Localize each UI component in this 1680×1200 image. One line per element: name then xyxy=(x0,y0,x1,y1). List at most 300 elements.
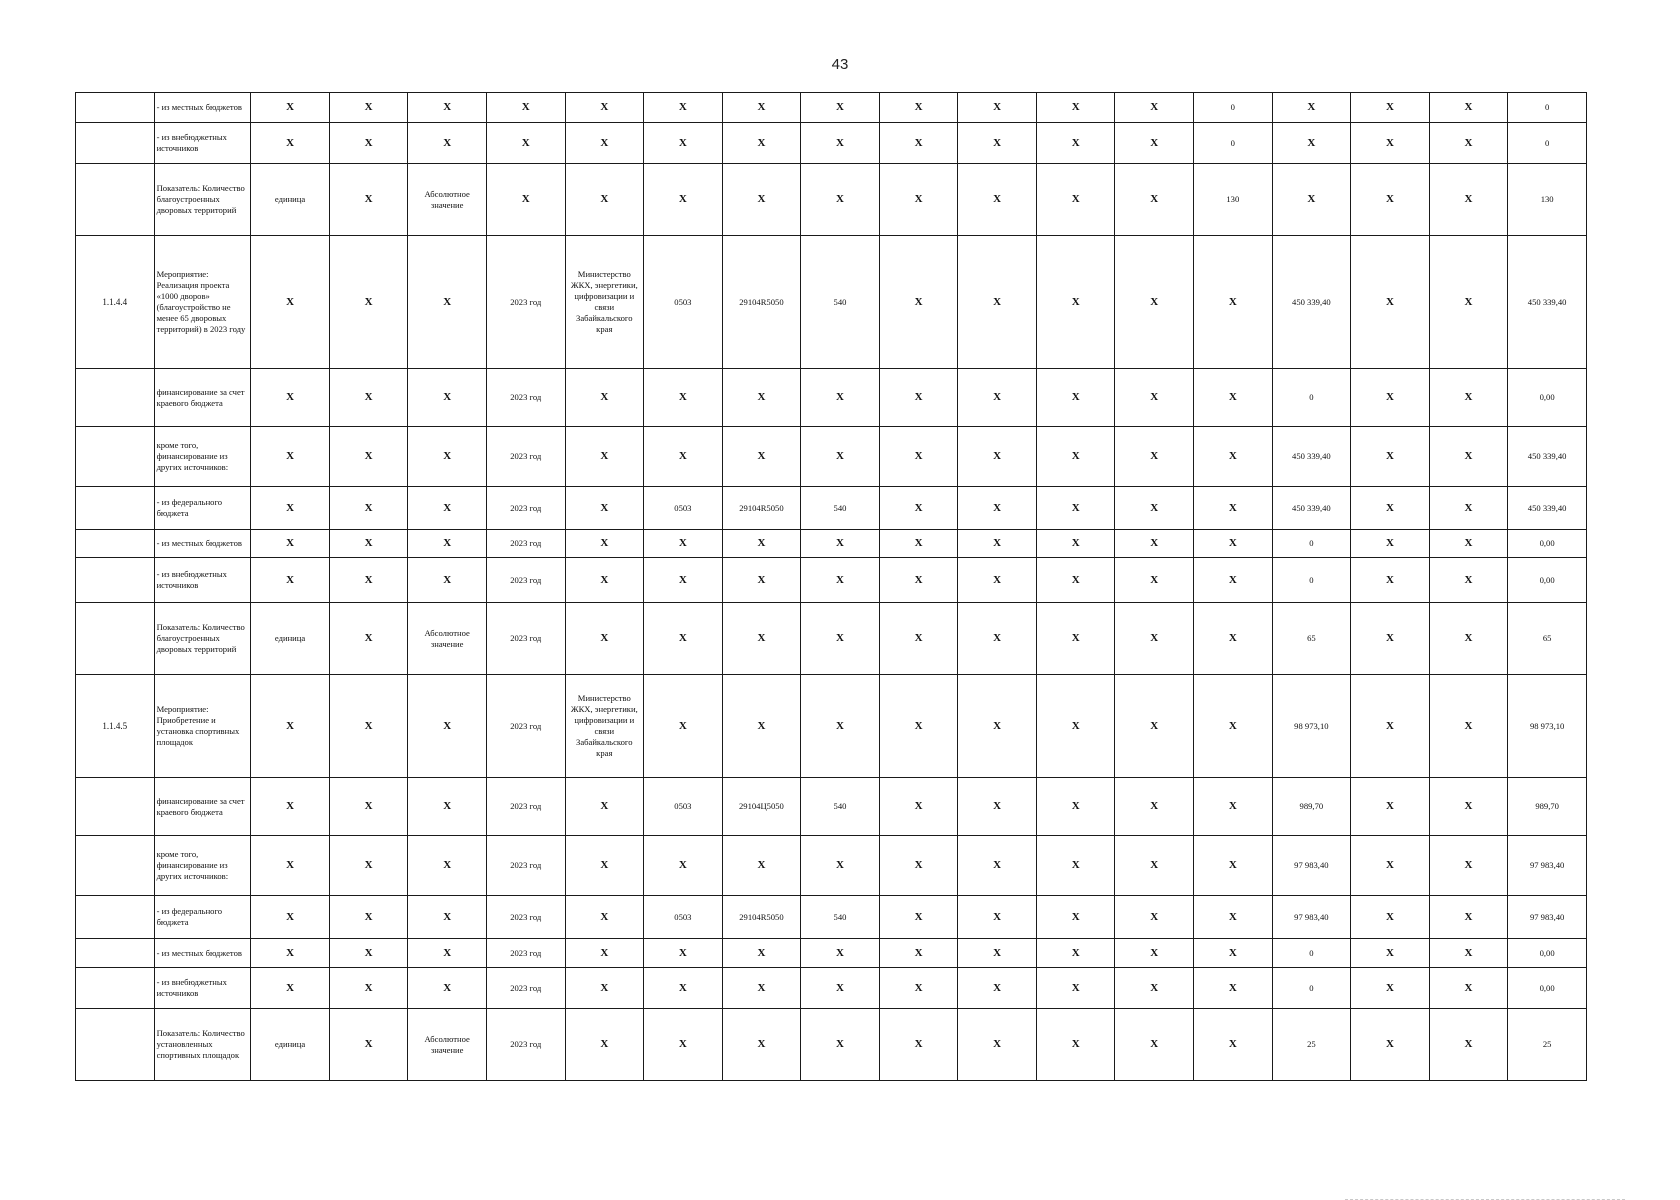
table-cell: X xyxy=(722,939,801,968)
table-cell: 65 xyxy=(1508,603,1587,675)
table-cell: X xyxy=(1429,93,1508,123)
table-cell: X xyxy=(1036,896,1115,939)
table-cell: X xyxy=(1194,530,1273,558)
table-cell: X xyxy=(1036,603,1115,675)
table-cell: X xyxy=(644,1009,723,1081)
table-cell: X xyxy=(958,836,1037,896)
table-row xyxy=(76,1009,1587,1081)
table-cell: Министерство ЖКХ, энергетики, цифровизации и связи Забайкальского края xyxy=(565,236,644,369)
table-cell: X xyxy=(1429,675,1508,778)
table-cell: X xyxy=(408,236,487,369)
table-cell: X xyxy=(565,836,644,896)
table-cell: X xyxy=(1429,836,1508,896)
table-cell: X xyxy=(958,603,1037,675)
row-name-cell: - из внебюджетных источников xyxy=(154,968,251,1009)
table-cell: X xyxy=(1194,836,1273,896)
table-cell: X xyxy=(722,369,801,427)
table-cell: X xyxy=(565,530,644,558)
table-cell: X xyxy=(879,939,958,968)
table-cell: X xyxy=(722,530,801,558)
table-cell: X xyxy=(801,1009,880,1081)
table-cell: X xyxy=(1115,836,1194,896)
table-cell: 989,70 xyxy=(1272,778,1351,836)
table-cell: X xyxy=(801,164,880,236)
table-cell: 0503 xyxy=(644,778,723,836)
table-cell: 540 xyxy=(801,487,880,530)
table-cell: X xyxy=(1036,778,1115,836)
table-cell: X xyxy=(1194,427,1273,487)
row-code-cell xyxy=(76,427,155,487)
table-cell: 0,00 xyxy=(1508,530,1587,558)
row-name-cell: кроме того, финансирование из других источников: xyxy=(154,427,251,487)
table-cell: X xyxy=(879,836,958,896)
table-cell: X xyxy=(1429,1009,1508,1081)
table-cell: X xyxy=(958,487,1037,530)
table-cell: X xyxy=(958,530,1037,558)
table-cell: 29104R5050 xyxy=(722,487,801,530)
table-cell: X xyxy=(329,558,408,603)
table-cell: X xyxy=(329,236,408,369)
table-cell: X xyxy=(801,558,880,603)
table-row xyxy=(76,369,1587,427)
table-cell: X xyxy=(644,558,723,603)
table-cell: X xyxy=(958,427,1037,487)
table-cell: 0 xyxy=(1272,369,1351,427)
table-cell: X xyxy=(565,1009,644,1081)
table-cell: 450 339,40 xyxy=(1508,236,1587,369)
row-name-cell: - из внебюджетных источников xyxy=(154,558,251,603)
table-cell: X xyxy=(408,968,487,1009)
table-cell: X xyxy=(251,93,330,123)
table-cell: X xyxy=(879,968,958,1009)
table-cell: X xyxy=(408,939,487,968)
table-cell: X xyxy=(1194,896,1273,939)
table-cell: X xyxy=(565,164,644,236)
page-number: 43 xyxy=(831,56,849,73)
table-cell: X xyxy=(958,778,1037,836)
table-cell: X xyxy=(329,427,408,487)
table-cell: X xyxy=(251,427,330,487)
row-code-cell xyxy=(76,164,155,236)
table-cell: X xyxy=(958,123,1037,164)
table-cell: X xyxy=(1115,939,1194,968)
table-cell: X xyxy=(1036,123,1115,164)
table-cell: 0 xyxy=(1272,558,1351,603)
table-cell: X xyxy=(1036,93,1115,123)
table-cell: 98 973,10 xyxy=(1272,675,1351,778)
table-cell: X xyxy=(879,123,958,164)
row-code-cell xyxy=(76,558,155,603)
table-cell: X xyxy=(329,778,408,836)
table-cell: 0503 xyxy=(644,487,723,530)
table-cell: 2023 год xyxy=(486,236,565,369)
table-cell: X xyxy=(958,93,1037,123)
table-cell: единица xyxy=(251,603,330,675)
table-cell: X xyxy=(958,164,1037,236)
table-cell: 450 339,40 xyxy=(1508,487,1587,530)
table-cell: X xyxy=(251,939,330,968)
table-cell: 540 xyxy=(801,778,880,836)
table-cell: X xyxy=(958,896,1037,939)
table-cell: 989,70 xyxy=(1508,778,1587,836)
table-cell: X xyxy=(329,487,408,530)
table-cell: 0 xyxy=(1508,93,1587,123)
row-name-cell: - из местных бюджетов xyxy=(154,93,251,123)
table-cell: X xyxy=(801,968,880,1009)
table-cell: 0,00 xyxy=(1508,369,1587,427)
table-cell: X xyxy=(1351,836,1430,896)
table-cell: X xyxy=(565,123,644,164)
table-cell: X xyxy=(1272,123,1351,164)
table-cell: X xyxy=(1194,778,1273,836)
table-cell: X xyxy=(722,93,801,123)
table-cell: X xyxy=(329,530,408,558)
table-cell: X xyxy=(251,236,330,369)
table-cell: X xyxy=(251,836,330,896)
table-cell: X xyxy=(1194,1009,1273,1081)
table-cell: X xyxy=(251,778,330,836)
table-cell: X xyxy=(1115,530,1194,558)
table-cell: X xyxy=(251,123,330,164)
table-cell: 2023 год xyxy=(486,939,565,968)
table-cell: X xyxy=(329,939,408,968)
table-cell: Абсолютное значение xyxy=(408,603,487,675)
table-cell: X xyxy=(329,603,408,675)
table-cell: X xyxy=(408,675,487,778)
table-cell: X xyxy=(1429,896,1508,939)
table-cell: 97 983,40 xyxy=(1272,836,1351,896)
table-cell: X xyxy=(1194,939,1273,968)
table-cell: X xyxy=(251,487,330,530)
table-cell: X xyxy=(958,369,1037,427)
table-cell: X xyxy=(1115,896,1194,939)
row-code-cell xyxy=(76,939,155,968)
row-name-cell: - из внебюджетных источников xyxy=(154,123,251,164)
table-cell: 2023 год xyxy=(486,603,565,675)
table-cell: 2023 год xyxy=(486,427,565,487)
table-row xyxy=(76,836,1587,896)
table-cell: X xyxy=(1351,236,1430,369)
table-cell: X xyxy=(1194,558,1273,603)
table-cell: 2023 год xyxy=(486,896,565,939)
table-cell: 450 339,40 xyxy=(1272,427,1351,487)
table-cell: X xyxy=(1036,487,1115,530)
table-cell: 25 xyxy=(1508,1009,1587,1081)
table-cell: 29104Ц5050 xyxy=(722,778,801,836)
table-cell: X xyxy=(801,369,880,427)
table-cell: X xyxy=(644,968,723,1009)
table-cell: 65 xyxy=(1272,603,1351,675)
table-cell: X xyxy=(722,675,801,778)
table-cell: X xyxy=(329,93,408,123)
table-cell: X xyxy=(1429,487,1508,530)
table-cell: X xyxy=(1036,530,1115,558)
table-cell: X xyxy=(408,123,487,164)
table-cell: X xyxy=(1036,558,1115,603)
table-cell: X xyxy=(644,93,723,123)
table-cell: X xyxy=(644,123,723,164)
table-cell: 0 xyxy=(1508,123,1587,164)
table-cell: X xyxy=(486,93,565,123)
table-cell: X xyxy=(801,603,880,675)
row-code-cell xyxy=(76,93,155,123)
table-cell: X xyxy=(1036,164,1115,236)
table-cell: 2023 год xyxy=(486,369,565,427)
table-row xyxy=(76,93,1587,123)
table-cell: 2023 год xyxy=(486,487,565,530)
table-cell: X xyxy=(1351,487,1430,530)
table-row xyxy=(76,675,1587,778)
table-cell: X xyxy=(565,968,644,1009)
table-cell: X xyxy=(722,164,801,236)
row-code-cell xyxy=(76,487,155,530)
table-cell: X xyxy=(408,896,487,939)
table-cell: X xyxy=(251,558,330,603)
table-cell: X xyxy=(1351,1009,1430,1081)
row-name-cell: Мероприятие: Реализация проекта «1000 дворов» (благоустройство не менее 65 дворовых территорий) в 2023 году xyxy=(154,236,251,369)
table-cell: X xyxy=(1351,778,1430,836)
table-cell: X xyxy=(408,836,487,896)
table-cell: X xyxy=(251,675,330,778)
table-row xyxy=(76,530,1587,558)
table-cell: X xyxy=(1429,123,1508,164)
table-cell: X xyxy=(329,1009,408,1081)
table-cell: X xyxy=(879,427,958,487)
table-cell: X xyxy=(958,939,1037,968)
table-cell: X xyxy=(251,968,330,1009)
table-cell: 130 xyxy=(1194,164,1273,236)
table-cell: X xyxy=(408,93,487,123)
row-code-cell xyxy=(76,369,155,427)
table-row xyxy=(76,427,1587,487)
table-cell: X xyxy=(1429,939,1508,968)
table-cell: X xyxy=(565,603,644,675)
table-cell: X xyxy=(1036,939,1115,968)
table-cell: X xyxy=(1351,675,1430,778)
table-cell: X xyxy=(801,530,880,558)
table-cell: X xyxy=(329,968,408,1009)
table-cell: X xyxy=(565,369,644,427)
table-cell: X xyxy=(879,558,958,603)
row-name-cell: - из местных бюджетов xyxy=(154,530,251,558)
table-cell: X xyxy=(1429,164,1508,236)
table-cell: 97 983,40 xyxy=(1508,896,1587,939)
table-cell: X xyxy=(1036,236,1115,369)
table-cell: X xyxy=(801,836,880,896)
table-cell: X xyxy=(1115,603,1194,675)
table-cell: X xyxy=(1429,530,1508,558)
table-cell: Министерство ЖКХ, энергетики, цифровизации и связи Забайкальского края xyxy=(565,675,644,778)
table-cell: 98 973,10 xyxy=(1508,675,1587,778)
table-cell: X xyxy=(1115,164,1194,236)
table-cell: X xyxy=(722,123,801,164)
table-cell: X xyxy=(1194,603,1273,675)
table-row xyxy=(76,896,1587,939)
row-code-cell xyxy=(76,123,155,164)
table-cell: X xyxy=(1115,427,1194,487)
table-cell: 29104R5050 xyxy=(722,236,801,369)
table-cell: X xyxy=(1272,93,1351,123)
table-cell: 25 xyxy=(1272,1009,1351,1081)
table-cell: X xyxy=(1351,369,1430,427)
table-cell: X xyxy=(1115,487,1194,530)
table-cell: 2023 год xyxy=(486,1009,565,1081)
table-cell: X xyxy=(408,427,487,487)
table-cell: X xyxy=(1429,427,1508,487)
table-row xyxy=(76,487,1587,530)
table-cell: X xyxy=(408,530,487,558)
table-cell: 29104R5050 xyxy=(722,896,801,939)
table-cell: X xyxy=(1429,968,1508,1009)
table-cell: X xyxy=(1351,896,1430,939)
table-cell: X xyxy=(329,836,408,896)
table-cell: 2023 год xyxy=(486,675,565,778)
table-cell: X xyxy=(879,896,958,939)
table-cell: X xyxy=(1036,369,1115,427)
table-cell: X xyxy=(408,487,487,530)
table-cell: X xyxy=(879,675,958,778)
table-cell: X xyxy=(1194,236,1273,369)
budget-table xyxy=(75,92,1587,1081)
table-cell: X xyxy=(722,836,801,896)
table-cell: X xyxy=(644,530,723,558)
table-cell: 0,00 xyxy=(1508,968,1587,1009)
table-cell: X xyxy=(644,603,723,675)
row-name-cell: финансирование за счет краевого бюджета xyxy=(154,369,251,427)
table-cell: X xyxy=(486,164,565,236)
table-row xyxy=(76,968,1587,1009)
row-name-cell: - из федерального бюджета xyxy=(154,896,251,939)
table-cell: 0 xyxy=(1194,93,1273,123)
table-cell: X xyxy=(644,675,723,778)
table-cell: 0503 xyxy=(644,896,723,939)
table-cell: X xyxy=(958,675,1037,778)
table-cell: X xyxy=(1115,968,1194,1009)
table-row xyxy=(76,778,1587,836)
table-cell: X xyxy=(329,369,408,427)
table-cell: Абсолютное значение xyxy=(408,164,487,236)
table-cell: 540 xyxy=(801,236,880,369)
table-cell: X xyxy=(644,836,723,896)
row-code-cell xyxy=(76,1009,155,1081)
table-cell: X xyxy=(565,487,644,530)
table-cell: X xyxy=(1351,123,1430,164)
table-cell: X xyxy=(408,369,487,427)
table-cell: X xyxy=(879,530,958,558)
table-cell: X xyxy=(879,369,958,427)
table-cell: X xyxy=(1351,939,1430,968)
row-code-cell xyxy=(76,896,155,939)
table-row xyxy=(76,123,1587,164)
table-cell: X xyxy=(801,93,880,123)
table-cell: X xyxy=(1429,778,1508,836)
table-cell: X xyxy=(486,123,565,164)
table-cell: X xyxy=(1351,968,1430,1009)
row-code-cell xyxy=(76,778,155,836)
table-cell: X xyxy=(801,427,880,487)
table-cell: X xyxy=(1194,968,1273,1009)
table-cell: единица xyxy=(251,1009,330,1081)
table-cell: X xyxy=(644,427,723,487)
table-cell: 2023 год xyxy=(486,836,565,896)
row-name-cell: Показатель: Количество благоустроенных дворовых территорий xyxy=(154,603,251,675)
row-code-cell: 1.1.4.4 xyxy=(76,236,155,369)
table-cell: X xyxy=(879,164,958,236)
table-cell: X xyxy=(958,558,1037,603)
table-cell: X xyxy=(644,939,723,968)
table-cell: 450 339,40 xyxy=(1508,427,1587,487)
table-row xyxy=(76,236,1587,369)
table-cell: X xyxy=(1351,93,1430,123)
table-cell: 0,00 xyxy=(1508,558,1587,603)
row-name-cell: кроме того, финансирование из других источников: xyxy=(154,836,251,896)
table-cell: X xyxy=(251,530,330,558)
row-code-cell xyxy=(76,836,155,896)
table-cell: X xyxy=(1429,236,1508,369)
row-code-cell: 1.1.4.5 xyxy=(76,675,155,778)
table-cell: X xyxy=(565,558,644,603)
row-name-cell: - из местных бюджетов xyxy=(154,939,251,968)
row-name-cell: Показатель: Количество благоустроенных дворовых территорий xyxy=(154,164,251,236)
row-name-cell: Мероприятие: Приобретение и установка спортивных площадок xyxy=(154,675,251,778)
table-cell: X xyxy=(1115,778,1194,836)
table-cell: X xyxy=(879,487,958,530)
table-cell: X xyxy=(1115,369,1194,427)
table-cell: X xyxy=(1036,836,1115,896)
table-cell: X xyxy=(722,558,801,603)
table-cell: 0 xyxy=(1194,123,1273,164)
table-cell: X xyxy=(1036,968,1115,1009)
table-cell: X xyxy=(1115,123,1194,164)
table-cell: X xyxy=(408,778,487,836)
table-cell: X xyxy=(1036,427,1115,487)
table-cell: X xyxy=(879,1009,958,1081)
table-cell: X xyxy=(1351,558,1430,603)
table-cell: Абсолютное значение xyxy=(408,1009,487,1081)
table-cell: X xyxy=(1351,530,1430,558)
table-cell: X xyxy=(722,1009,801,1081)
row-code-cell xyxy=(76,530,155,558)
table-cell: X xyxy=(329,123,408,164)
table-cell: X xyxy=(1429,369,1508,427)
table-cell: X xyxy=(565,427,644,487)
table-cell: X xyxy=(1194,675,1273,778)
table-cell: X xyxy=(879,93,958,123)
table-cell: единица xyxy=(251,164,330,236)
table-row xyxy=(76,558,1587,603)
table-cell: X xyxy=(1272,164,1351,236)
table-cell: 130 xyxy=(1508,164,1587,236)
table-cell: 2023 год xyxy=(486,558,565,603)
table-cell: X xyxy=(1115,236,1194,369)
table-cell: X xyxy=(251,896,330,939)
table-cell: 0 xyxy=(1272,939,1351,968)
table-cell: 97 983,40 xyxy=(1272,896,1351,939)
table-cell: X xyxy=(958,1009,1037,1081)
table-cell: X xyxy=(879,603,958,675)
table-cell: X xyxy=(722,603,801,675)
table-row xyxy=(76,164,1587,236)
table-cell: X xyxy=(1194,487,1273,530)
row-name-cell: финансирование за счет краевого бюджета xyxy=(154,778,251,836)
table-cell: X xyxy=(329,675,408,778)
table-cell: X xyxy=(801,123,880,164)
table-row xyxy=(76,939,1587,968)
table-cell: X xyxy=(879,778,958,836)
table-cell: 97 983,40 xyxy=(1508,836,1587,896)
table-cell: 2023 год xyxy=(486,778,565,836)
table-cell: X xyxy=(408,558,487,603)
